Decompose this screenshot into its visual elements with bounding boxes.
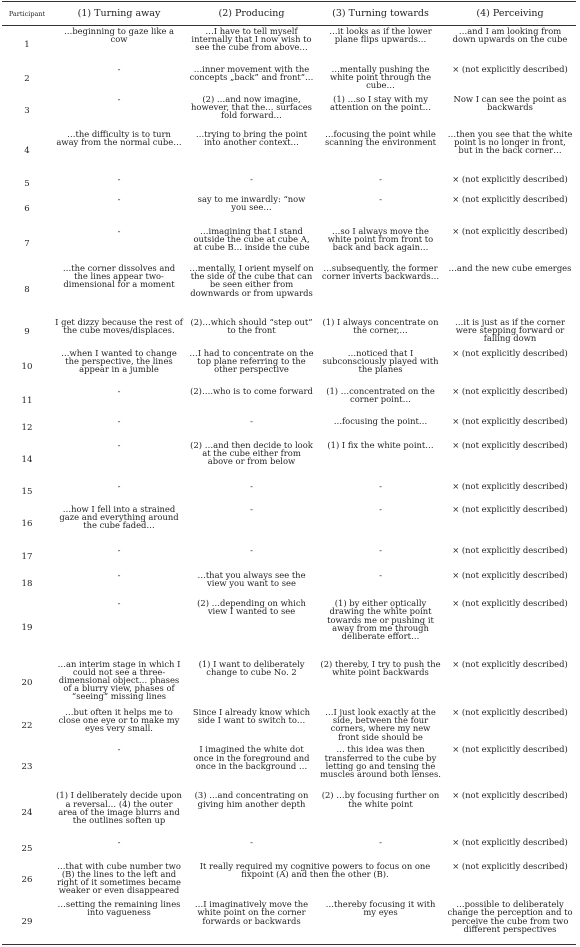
participant-number: 5 xyxy=(24,178,30,189)
cell-turning-away: …the difficulty is to turn away from the normal cube… xyxy=(56,128,182,148)
cell-producing: (2)…which should “step out” to the front xyxy=(190,316,313,335)
header-perceiving: (4) Perceiving xyxy=(444,2,576,26)
cell-producing: Since I already know which side I want to switch to… xyxy=(192,706,311,726)
table-row xyxy=(2,94,576,129)
cell-perceiving: …and the new cube emerges xyxy=(448,262,572,273)
table-row xyxy=(2,570,576,599)
participant-number: 17 xyxy=(21,552,33,563)
header-participant: Participant xyxy=(2,2,52,26)
participant-number: 19 xyxy=(21,623,33,634)
participant-number: 20 xyxy=(21,677,33,688)
cell-perceiving: × (not explicitly described) xyxy=(452,439,568,450)
cell-producing: (2)….who is to come forward xyxy=(190,386,313,396)
cell-turning-away: …beginning to gaze like a cow xyxy=(63,26,175,45)
cell-turning-away: - xyxy=(117,545,121,556)
cell-turning-towards: - xyxy=(379,193,382,204)
cell-turning-away: - xyxy=(117,193,121,204)
participant-number: 7 xyxy=(24,239,30,250)
cell-turning-towards: …subsequently, the former corner inverts backwards… xyxy=(321,262,440,282)
cell-turning-away: …setting the remaining lines into vagueness xyxy=(52,899,186,944)
cell-perceiving: …and I am looking from down upwards on the cube xyxy=(452,26,568,45)
cell-perceiving: × (not explicitly described) xyxy=(452,193,568,204)
cell-turning-away: - xyxy=(117,480,121,491)
cell-turning-towards: - xyxy=(379,836,382,847)
participant-number: 4 xyxy=(24,146,30,157)
cell-producing: I imagined the white dot once in the foreground and once in the background … xyxy=(193,744,310,771)
table-row xyxy=(2,416,576,440)
cell-perceiving: …then you see that the white point is no longer in front, but in the back corner… xyxy=(447,128,573,156)
table-row xyxy=(2,26,576,64)
table-row xyxy=(2,744,576,790)
cell-turning-towards: …noticed that I subconsciously played with the planes xyxy=(322,347,439,374)
cell-perceiving: × (not explicitly described) xyxy=(452,503,568,514)
cell-producing-turning-towards: It really required my cognitive powers to focus on one fixpoint (A) and then the other (B). xyxy=(199,860,431,879)
participant-number: 9 xyxy=(24,327,30,338)
cell-producing: - xyxy=(250,173,253,184)
table-row xyxy=(2,64,576,94)
cell-producing: - xyxy=(250,836,253,847)
cell-perceiving: × (not explicitly described) xyxy=(452,706,568,717)
cell-turning-towards: (2) …by focusing further on the white point xyxy=(321,790,440,809)
cell-turning-towards: …focusing the point… xyxy=(333,415,428,426)
cell-turning-towards: …I just look exactly at the side, between the four corners, where my new front side should be xyxy=(325,706,436,742)
cell-perceiving: × (not explicitly described) xyxy=(452,347,568,358)
participant-number: 23 xyxy=(21,762,33,773)
header-row xyxy=(2,2,576,26)
cell-perceiving: × (not explicitly described) xyxy=(452,744,568,755)
participant-number: 8 xyxy=(24,284,30,295)
table-row xyxy=(2,899,576,944)
cell-turning-towards: …mentally pushing the white point through the cube… xyxy=(329,63,432,91)
participant-number: 1 xyxy=(24,39,30,50)
table-row xyxy=(2,263,576,317)
table-row xyxy=(2,861,576,899)
cell-turning-towards: (2) thereby, I try to push the white point backwards xyxy=(320,658,441,677)
table-row xyxy=(2,386,576,416)
cell-perceiving: × (not explicitly described) xyxy=(452,225,568,236)
participant-number: 12 xyxy=(21,422,33,433)
cell-turning-away: - xyxy=(117,744,121,755)
cell-producing: (3) …and concentrating on giving him another depth xyxy=(194,790,309,809)
cell-turning-towards: - xyxy=(379,173,382,184)
cell-perceiving: …it is just as if the corner were stepping forward or falling down xyxy=(455,316,565,344)
cell-turning-away: …the corner dissolves and the lines appear two-dimensional for a moment xyxy=(62,262,176,290)
table-row xyxy=(2,348,576,386)
cell-turning-towards: (1) by either optically drawing the white point towards me or pushing it away from me through deliberate effort… xyxy=(327,598,434,641)
table-row xyxy=(2,440,576,481)
cell-perceiving: …possible to deliberately change the perception and to perceive the cube from two different perspectives xyxy=(444,899,576,944)
table-row xyxy=(2,194,576,226)
cell-turning-away: …when I wanted to change the perspective, the lines appear in a jumble xyxy=(61,347,177,374)
cell-perceiving: × (not explicitly described) xyxy=(452,790,568,801)
cell-turning-towards: - xyxy=(379,480,382,491)
cell-turning-towards: (1) I fix the white point… xyxy=(327,439,434,450)
cell-turning-away: - xyxy=(117,569,121,580)
cell-perceiving: × (not explicitly described) xyxy=(452,569,568,580)
cell-perceiving: × (not explicitly described) xyxy=(452,415,568,426)
cell-producing: …inner movement with the concepts „back” and front”… xyxy=(189,63,314,83)
cell-turning-away: - xyxy=(117,439,121,450)
cell-perceiving: Now I can see the point as backwards xyxy=(453,93,567,112)
cell-perceiving: × (not explicitly described) xyxy=(452,860,568,871)
participant-number: 26 xyxy=(21,874,33,885)
participant-number: 24 xyxy=(21,808,33,819)
cell-turning-towards: (1) …concentrated on the corner point… xyxy=(326,386,435,405)
participant-number: 29 xyxy=(2,899,52,944)
participant-number: 22 xyxy=(21,720,33,731)
cell-producing: (2) …depending on which view I wanted to see xyxy=(197,598,306,617)
cell-turning-away: - xyxy=(117,225,121,236)
header-turning-away: (1) Turning away xyxy=(52,2,186,26)
table-row xyxy=(2,790,576,836)
cell-producing: …that you always see the view you want to see xyxy=(197,569,306,588)
table-row xyxy=(2,504,576,546)
cell-turning-away: …but often it helps me to close one eye or to make my eyes very small. xyxy=(58,706,180,734)
cell-turning-towards: - xyxy=(379,503,382,514)
cell-turning-towards: - xyxy=(379,569,382,580)
cell-producing: …I imaginatively move the white point on the corner forwards or backwards xyxy=(186,899,317,944)
cell-turning-away: (1) I deliberately decide upon a reversal… (4) the outer area of the image blurrs and the outlines soften up xyxy=(56,790,182,826)
cell-perceiving: × (not explicitly described) xyxy=(452,545,568,556)
participant-number: 6 xyxy=(24,204,30,215)
cell-producing: - xyxy=(250,545,253,556)
cell-perceiving: × (not explicitly described) xyxy=(452,63,568,74)
cell-turning-away: - xyxy=(117,836,121,847)
cell-producing: - xyxy=(250,503,253,514)
cell-turning-away: - xyxy=(117,93,121,104)
cell-producing: …I had to concentrate on the top plane referring to the other perspective xyxy=(189,347,314,374)
cell-producing: say to me inwardly: “now you see… xyxy=(197,193,306,212)
cell-turning-away: - xyxy=(117,598,121,609)
table-row xyxy=(2,174,576,194)
cell-turning-towards: … this idea was then transferred to the cube by letting go and tensing the muscles around both lenses. xyxy=(320,744,441,779)
cell-turning-away: - xyxy=(117,386,121,396)
participant-number: 11 xyxy=(21,395,33,406)
participant-quotes-table xyxy=(2,1,576,945)
cell-turning-away: …how I fell into a strained gaze and everything around the cube faded… xyxy=(59,503,179,530)
cell-producing: …mentally, I orient myself on the side of the cube that can be seen either from downwards or from upwards xyxy=(189,262,314,298)
cell-turning-towards: …so I always move the white point from front to back and back again… xyxy=(327,225,434,252)
participant-number: 25 xyxy=(21,843,33,854)
cell-turning-away: - xyxy=(117,173,121,184)
cell-producing: - xyxy=(250,415,253,426)
cell-producing: (2) …and now imagine, however, that the… surfaces fold forward… xyxy=(191,93,312,121)
cell-turning-towards: - xyxy=(379,545,382,556)
cell-perceiving: × (not explicitly described) xyxy=(452,386,568,396)
table-row xyxy=(2,545,576,569)
cell-turning-away: - xyxy=(117,415,121,426)
cell-producing: …imagining that I stand outside the cube at cube A, at cube B… inside the cube xyxy=(193,225,310,252)
cell-producing: …I have to tell myself internally that I now wish to see the cube from above… xyxy=(191,26,312,53)
cell-turning-away: I get dizzy because the rest of the cube moves/displaces. xyxy=(55,316,183,335)
participant-number: 10 xyxy=(21,361,33,372)
participant-number: 14 xyxy=(21,455,33,466)
cell-perceiving: × (not explicitly described) xyxy=(452,173,568,184)
cell-producing: - xyxy=(250,480,253,491)
participant-number: 15 xyxy=(21,486,33,497)
participant-number: 16 xyxy=(21,519,33,530)
cell-turning-away: …that with cube number two (B) the lines to the left and right of it sometimes became weaker or even disappeared xyxy=(56,860,181,896)
table-row xyxy=(2,707,576,744)
table-row xyxy=(2,837,576,861)
cell-turning-towards: …it looks as if the lower plane flips upwards… xyxy=(329,26,432,45)
header-producing: (2) Producing xyxy=(186,2,317,26)
cell-perceiving: × (not explicitly described) xyxy=(452,480,568,491)
cell-turning-towards: (1) I always concentrate on the corner,… xyxy=(322,316,439,335)
participant-number: 18 xyxy=(21,578,33,589)
cell-turning-away: - xyxy=(117,63,121,74)
header-turning-towards: (3) Turning towards xyxy=(317,2,444,26)
cell-perceiving: × (not explicitly described) xyxy=(452,598,568,609)
cell-perceiving: × (not explicitly described) xyxy=(452,836,568,847)
cell-turning-towards: …focusing the point while scanning the environment xyxy=(324,128,437,148)
cell-turning-towards: …thereby focusing it with my eyes xyxy=(317,899,444,944)
table-row xyxy=(2,129,576,174)
cell-producing: …trying to bring the point into another context… xyxy=(195,128,308,148)
table-row xyxy=(2,659,576,707)
table-row xyxy=(2,317,576,348)
table-row xyxy=(2,481,576,504)
participant-number: 2 xyxy=(24,73,30,84)
cell-turning-away: …an interim stage in which I could not see a three-dimensional object… phases of a blurry view, phases of “seeing” missing lines xyxy=(57,658,181,702)
table-row xyxy=(2,598,576,658)
table-row xyxy=(2,226,576,263)
cell-producing: (2) …and then decide to look at the cube either from above or from below xyxy=(190,439,313,467)
participant-number: 3 xyxy=(24,106,30,117)
cell-perceiving: × (not explicitly described) xyxy=(452,658,568,669)
cell-turning-towards: (1) …so I stay with my attention on the point… xyxy=(330,93,431,112)
cell-producing: (1) I want to deliberately change to cube No. 2 xyxy=(198,658,305,677)
